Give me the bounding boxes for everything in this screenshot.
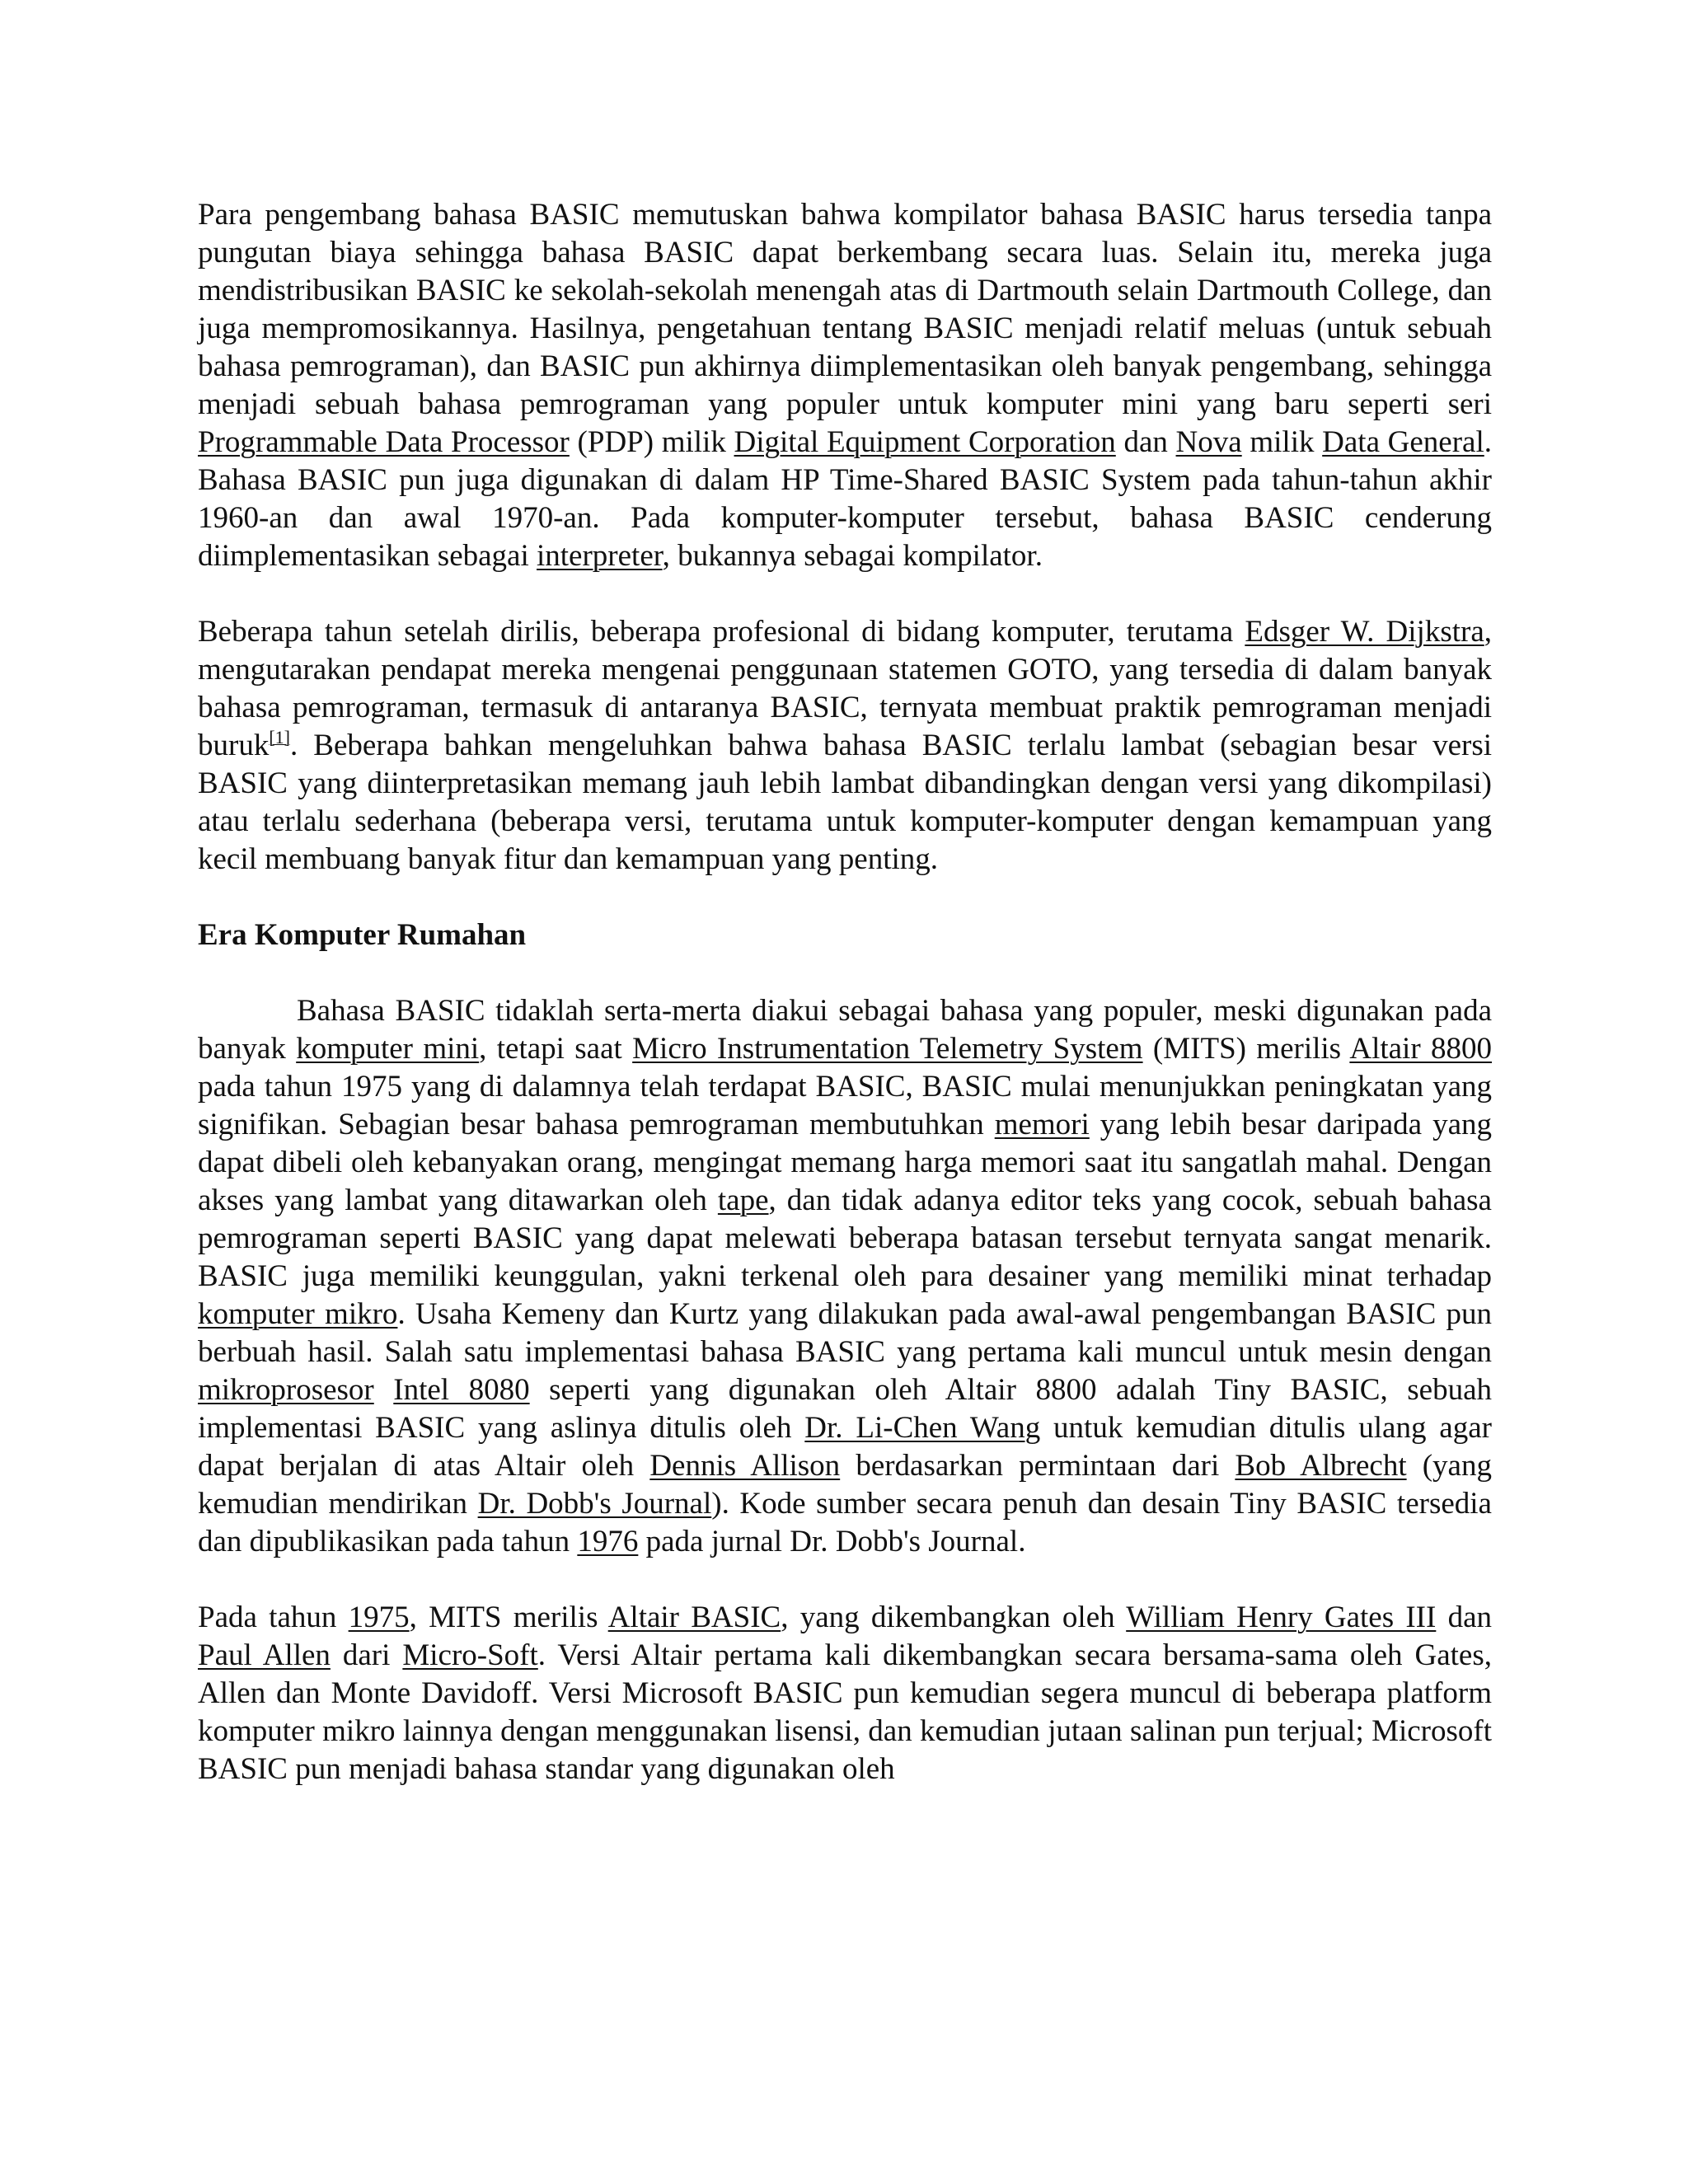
link-komputer-mini[interactable]: komputer mini bbox=[296, 1032, 480, 1066]
link-komputer-mikro[interactable]: komputer mikro bbox=[198, 1297, 398, 1331]
text-run: , MITS merilis bbox=[409, 1601, 608, 1634]
link-mits[interactable]: Micro Instrumentation Telemetry System bbox=[632, 1032, 1143, 1066]
text-run: Para pengembang bahasa BASIC memutuskan bahwa kompilator bahasa BASIC harus tersedia tanpa pungutan biaya sehingga bahasa BASIC dapat berkembang secara luas. Selain itu, mereka juga mendistribusikan BASIC ke sekolah-sekolah menengah atas di Dartmouth selain Dartmouth College, dan juga mempromosikannya. Hasilnya, pengetahuan tentang BASIC menjadi relatif meluas (untuk sebuah bahasa pemrograman), dan BASIC pun akhirnya diimplementasikan oleh banyak pengembang, sehingga menjadi sebuah bahasa pemrograman yang populer untuk komputer mini yang baru seperti seri bbox=[198, 198, 1492, 421]
footnote-ref-1 bbox=[269, 727, 290, 748]
text-run: berdasarkan permintaan dari bbox=[840, 1449, 1236, 1483]
text-run: untuk kemudian ditulis ulang agar dapat berjalan di atas Altair oleh bbox=[198, 1411, 1492, 1483]
paragraph-basic-distribution bbox=[198, 196, 1492, 575]
text-run: dari bbox=[330, 1638, 403, 1672]
link-nova[interactable]: Nova bbox=[1175, 425, 1242, 459]
link-programmable-data-processor[interactable]: Programmable Data Processor bbox=[198, 425, 570, 459]
link-micro-soft[interactable]: Micro-Soft bbox=[402, 1638, 538, 1672]
text-run: Bahasa BASIC tidaklah serta-merta diakui sebagai bahasa yang populer, meski digunakan pada banyak bbox=[198, 994, 1492, 1066]
text-run: , mengutarakan pendapat mereka mengenai penggunaan statemen GOTO, yang tersedia di dalam banyak bahasa pemrograman, termasuk di antaranya BASIC, ternyata membuat praktik pemrograman menjadi buruk bbox=[198, 615, 1492, 762]
text-run: pada jurnal Dr. Dobb's Journal. bbox=[638, 1525, 1026, 1558]
text-run bbox=[374, 1373, 394, 1407]
link-memori[interactable]: memori bbox=[994, 1108, 1090, 1141]
link-altair-basic[interactable]: Altair BASIC bbox=[607, 1601, 781, 1634]
link-tape[interactable]: tape bbox=[717, 1183, 769, 1217]
text-run: dan bbox=[1115, 425, 1176, 459]
link-bob-albrecht[interactable]: Bob Albrecht bbox=[1235, 1449, 1407, 1483]
link-dr-dobbs-journal[interactable]: Dr. Dobb's Journal bbox=[477, 1487, 712, 1521]
text-run: dan bbox=[1436, 1601, 1492, 1634]
link-paul-allen[interactable]: Paul Allen bbox=[198, 1638, 331, 1672]
text-run: Pada tahun bbox=[198, 1601, 349, 1634]
text-run: Beberapa tahun setelah dirilis, beberapa profesional di bidang komputer, terutama bbox=[198, 615, 1245, 649]
link-interpreter[interactable]: interpreter bbox=[537, 539, 663, 573]
link-mikroprosesor[interactable]: mikroprosesor bbox=[198, 1373, 374, 1407]
link-footnote-1[interactable]: [1] bbox=[269, 727, 290, 748]
link-data-general[interactable]: Data General bbox=[1322, 425, 1484, 459]
text-run: yang lebih besar daripada yang dapat dibeli oleh kebanyakan orang, mengingat memang harga memori saat itu sangatlah mahal. Dengan akses yang lambat yang ditawarkan oleh bbox=[198, 1108, 1492, 1217]
link-intel-8080[interactable]: Intel 8080 bbox=[393, 1373, 530, 1407]
text-run: , yang dikembangkan oleh bbox=[781, 1601, 1127, 1634]
link-digital-equipment-corporation[interactable]: Digital Equipment Corporation bbox=[734, 425, 1116, 459]
text-run: ). Kode sumber secara penuh dan desain Tiny BASIC tersedia dan dipublikasikan pada tahun bbox=[198, 1487, 1492, 1558]
document-page bbox=[198, 196, 1492, 1826]
paragraph-goto-criticism bbox=[198, 613, 1492, 879]
text-run: , bukannya sebagai kompilator. bbox=[662, 539, 1043, 573]
link-altair-8800[interactable]: Altair 8800 bbox=[1349, 1032, 1492, 1066]
link-li-chen-wang[interactable]: Dr. Li-Chen Wang bbox=[804, 1411, 1041, 1445]
link-1976[interactable]: 1976 bbox=[577, 1525, 639, 1558]
text-run: , dan tidak adanya editor teks yang cocok, sebuah bahasa pemrograman seperti BASIC yang dapat melewati beberapa batasan tersebut ternyata sangat menarik. BASIC juga memiliki keunggulan, yakni terkenal oleh para desainer yang memiliki minat terhadap bbox=[198, 1183, 1492, 1293]
text-run: . Bahasa BASIC pun juga digunakan di dalam HP Time-Shared BASIC System pada tahun-tahun akhir 1960-an dan awal 1970-an. Pada komputer-komputer tersebut, bahasa BASIC cenderung diimplementasikan sebagai bbox=[198, 425, 1493, 573]
link-edsger-dijkstra[interactable]: Edsger W. Dijkstra bbox=[1245, 615, 1484, 649]
paragraph-home-computer-era bbox=[198, 992, 1492, 1561]
text-run: . Versi Altair pertama kali dikembangkan secara bersama-sama oleh Gates, Allen dan Monte Davidoff. Versi Microsoft BASIC pun kemudian segera muncul di beberapa platform komputer mikro lainnya dengan menggunakan lisensi, dan kemudian jutaan salinan pun terjual; Microsoft BASIC pun menjadi bahasa standar yang digunakan oleh bbox=[198, 1638, 1492, 1786]
text-run: , tetapi saat bbox=[479, 1032, 633, 1066]
text-run: seperti yang digunakan oleh Altair 8800 adalah Tiny BASIC, sebuah implementasi BASIC yang aslinya ditulis oleh bbox=[198, 1373, 1492, 1445]
text-run: . Beberapa bahkan mengeluhkan bahwa bahasa BASIC terlalu lambat (sebagian besar versi BASIC yang diinterpretasikan memang jauh lebih lambat dibandingkan dengan versi yang dikompilasi) atau terlalu sederhana (beberapa versi, terutama untuk komputer-komputer dengan kemampuan yang kecil membuang banyak fitur dan kemampuan yang penting. bbox=[198, 729, 1492, 876]
text-run: (MITS) merilis bbox=[1142, 1032, 1350, 1066]
link-bill-gates[interactable]: William Henry Gates III bbox=[1126, 1601, 1437, 1634]
text-run: milik bbox=[1241, 425, 1323, 459]
text-run: pada tahun 1975 yang di dalamnya telah terdapat BASIC, BASIC mulai menunjukkan peningkatan yang signifikan. Sebagian besar bahasa pemrograman membutuhkan bbox=[198, 1070, 1492, 1141]
text-run: (PDP) milik bbox=[569, 425, 734, 459]
link-dennis-allison[interactable]: Dennis Allison bbox=[649, 1449, 841, 1483]
section-heading: Era Komputer Rumahan bbox=[198, 918, 527, 952]
text-run: (yang kemudian mendirikan bbox=[198, 1449, 1492, 1521]
text-run: . Usaha Kemeny dan Kurtz yang dilakukan pada awal-awal pengembangan BASIC pun berbuah hasil. Salah satu implementasi bahasa BASIC yang pertama kali muncul untuk mesin dengan bbox=[198, 1297, 1492, 1369]
paragraph-altair-basic bbox=[198, 1599, 1492, 1788]
link-1975[interactable]: 1975 bbox=[348, 1601, 410, 1634]
